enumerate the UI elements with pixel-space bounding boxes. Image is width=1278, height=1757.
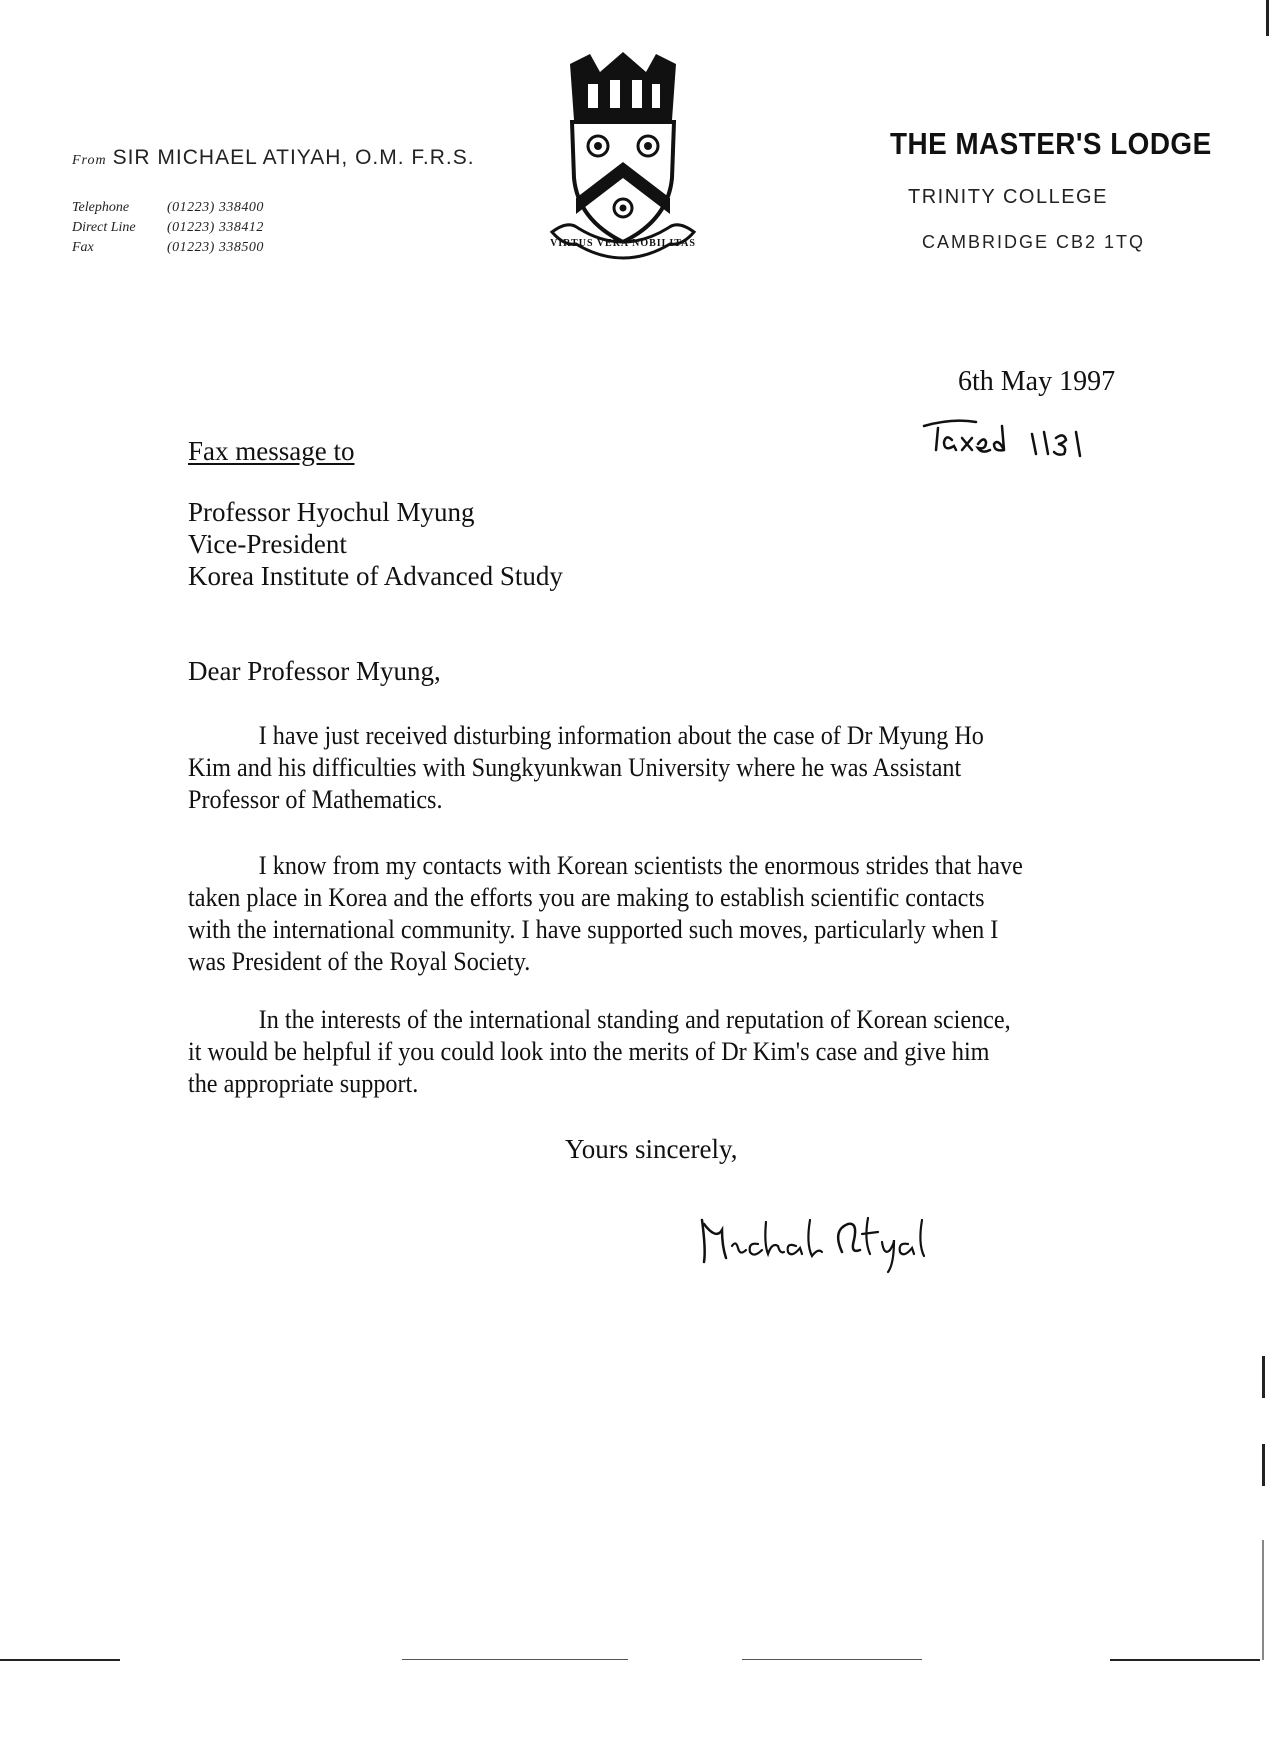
paragraph-text: In the interests of the international standing and reputation of Korean science, it would be helpful if you could look into the merits of Dr Kim's case and give him the appropriate support. xyxy=(188,1005,1011,1098)
scan-mark xyxy=(1262,1444,1265,1486)
lodge-title: THE MASTER'S LODGE xyxy=(890,126,1212,161)
crest-motto: VIRTUS VERA NOBILITAS xyxy=(550,238,696,249)
contact-label: Direct Line xyxy=(72,220,136,235)
handwritten-faxed-note xyxy=(912,410,1112,470)
scan-mark xyxy=(1262,1540,1264,1660)
recipient-title: Vice-President xyxy=(188,529,347,559)
scan-mark xyxy=(1262,1356,1265,1398)
salutation: Dear Professor Myung, xyxy=(188,656,441,686)
body-paragraph xyxy=(188,850,1025,978)
sender-line xyxy=(72,146,475,170)
contact-label: Fax xyxy=(72,240,94,255)
sender-name: SIR MICHAEL ATIYAH, O.M. F.R.S. xyxy=(112,146,475,169)
scan-line xyxy=(742,1659,922,1660)
contact-row-direct-line xyxy=(72,218,264,238)
body-paragraph xyxy=(188,1004,1025,1100)
college-address: CAMBRIDGE CB2 1TQ xyxy=(922,232,1146,252)
closing: Yours sincerely, xyxy=(565,1134,738,1164)
letter-date: 6th May 1997 xyxy=(958,366,1116,397)
contact-value: (01223) 338500 xyxy=(167,240,264,255)
contact-label: Telephone xyxy=(72,200,130,215)
contact-details xyxy=(72,198,264,258)
paragraph-text: I have just received disturbing information about the case of Dr Myung Ho Kim and his difficulties with Sungkyunkwan University where he was Assistant Professor of Mathematics. xyxy=(188,721,984,814)
fax-heading: Fax message to xyxy=(188,436,355,466)
recipient-block xyxy=(188,496,563,592)
contact-value: (01223) 338412 xyxy=(167,220,264,235)
contact-value: (01223) 338400 xyxy=(167,200,264,215)
college-name: TRINITY COLLEGE xyxy=(908,186,1108,208)
scan-line xyxy=(402,1659,628,1660)
scan-line xyxy=(0,1659,120,1661)
recipient-institution: Korea Institute of Advanced Study xyxy=(188,561,563,591)
contact-row-fax xyxy=(72,238,264,258)
college-crest-icon xyxy=(548,50,698,265)
contact-row-telephone xyxy=(72,198,264,218)
body-paragraph xyxy=(188,720,1025,816)
paragraph-text: I know from my contacts with Korean scientists the enormous strides that have taken place in Korea and the efforts you are making to establish scientific contacts with the international community. I have supported such moves, particularly when I was President of the Royal Society. xyxy=(188,851,1023,976)
scan-line xyxy=(1110,1659,1260,1661)
recipient-name: Professor Hyochul Myung xyxy=(188,497,475,527)
scan-mark xyxy=(1266,0,1269,36)
signature-icon xyxy=(692,1200,932,1280)
from-label: From xyxy=(72,153,107,168)
